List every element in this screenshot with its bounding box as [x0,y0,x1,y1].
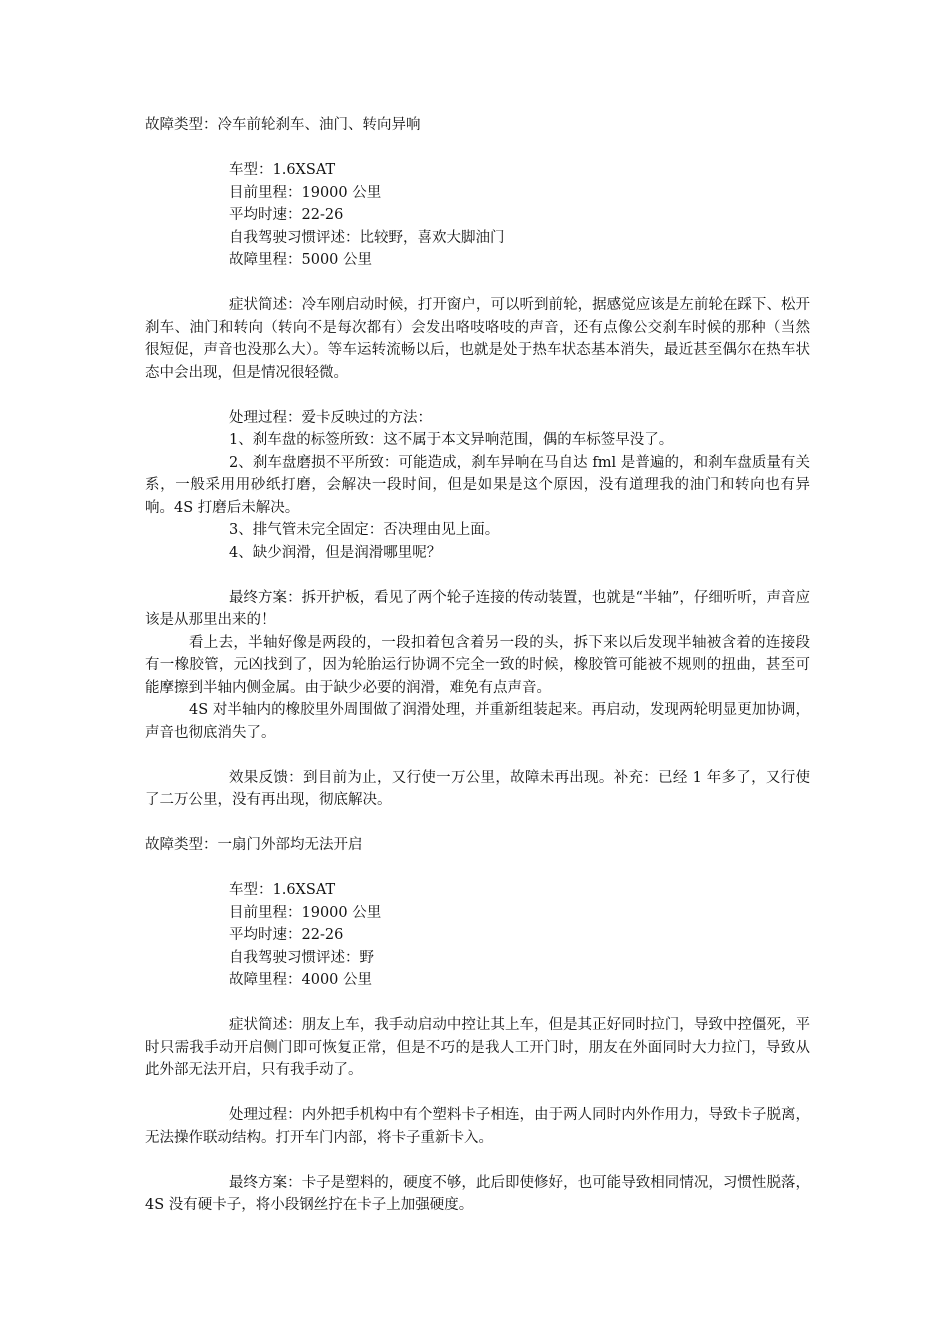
case1-final-solution: 最终方案：拆开护板，看见了两个轮子连接的传动装置，也就是“半轴”，仔细听听，声音应该是从那里出来的！ [145,589,810,628]
case1-symptom: 症状简述：冷车刚启动时候，打开窗户，可以听到前轮，据感觉应该是左前轮在踩下、松开刹车、油门和转向（转向不是每次都有）会发出咯吱咯吱的声音，还有点像公交刹车时候的那种（当然很短促，声音也没那么大）。等车运转流畅以后，也就是处于热车状态基本消失，最近甚至偶尔在热车状态中会出现，但是情况很轻微。 [145,297,810,381]
case2-symptom: 症状简述：朋友上车，我手动启动中控让其上车，但是其正好同时拉门，导致中控僵死，平时只需我手动开启侧门即可恢复正常，但是不巧的是我人工开门时，朋友在外面同时大力拉门，导致从此外部无法开启，只有我手动了。 [145,1017,810,1078]
case1-fault-mileage: 故障里程：5000 公里 [229,252,373,268]
case1-fault-type: 故障类型：冷车前轮刹车、油门、转向异响 [145,117,421,133]
case2-info [145,879,810,992]
case2-process: 处理过程：内外把手机构中有个塑料卡子相连，由于两人同时内外作用力，导致卡子脱离，无法操作联动结构。打开车门内部，将卡子重新卡入。 [145,1107,810,1146]
case1-mileage: 目前里程：19000 公里 [229,184,382,201]
case2-fault-mileage: 故障里程：4000 公里 [229,972,373,988]
case1-driving-habit: 自我驾驶习惯评述：比较野，喜欢大脚油门 [229,229,505,246]
spacer [145,137,810,160]
case1-final-result: 4S 对半轴内的橡胶里外周围做了润滑处理，并重新组装起来。再启动，发现两轮明显更加协调，声音也彻底消失了。 [145,702,810,741]
case2-car-model: 车型：1.6XSAT [229,882,336,898]
case1-process-item-1: 1、刹车盘的标签所致：这不属于本文异响范围，偶的车标签早没了。 [229,432,674,448]
case1-info [145,159,810,272]
case2-avg-speed: 平均时速：22-26 [229,927,344,943]
case1-process-item-4: 4、缺少润滑，但是润滑哪里呢？ [229,544,442,561]
case1-process-item-2: 2、刹车盘磨损不平所致：可能造成，刹车异响在马自达 fml 是普遍的，和刹车盘质量有关系，一般采用用砂纸打磨，会解决一段时间，但是如果是这个原因，没有道理我的油门和转向也有异响。4S 打磨后未解决。 [145,454,810,516]
case1-avg-speed: 平均时速：22-26 [229,207,344,223]
case1-process-item-3: 3、排气管未完全固定：否决理由见上面。 [229,522,500,538]
case1-final-detail: 看上去，半轴好像是两段的，一段扣着包含着另一段的头，拆下来以后发现半轴被含着的连接段有一橡胶管，元凶找到了，因为轮胎运行协调不完全一致的时候，橡胶管可能被不规则的扭曲，甚至可能摩擦到半轴内侧金属。由于缺少必要的润滑，难免有点声音。 [145,634,810,696]
case1-process-title: 处理过程：爱卡反映过的方法： [229,409,432,426]
document-page [145,114,810,1217]
case2-mileage: 目前里程：19000 公里 [229,904,382,921]
case2-fault-type: 故障类型：一扇门外部均无法开启 [145,837,363,853]
case1-car-model: 车型：1.6XSAT [229,162,336,178]
case2-driving-habit: 自我驾驶习惯评述：野 [229,949,374,966]
case2-final-solution: 最终方案：卡子是塑料的，硬度不够，此后即使修好，也可能导致相同情况，习惯性脱落，4S 没有硬卡子，将小段钢丝拧在卡子上加强硬度。 [145,1174,810,1213]
case1-feedback: 效果反馈：到目前为止，又行使一万公里，故障未再出现。补充：已经 1 年多了，又行使了二万公里，没有再出现，彻底解决。 [145,769,810,808]
